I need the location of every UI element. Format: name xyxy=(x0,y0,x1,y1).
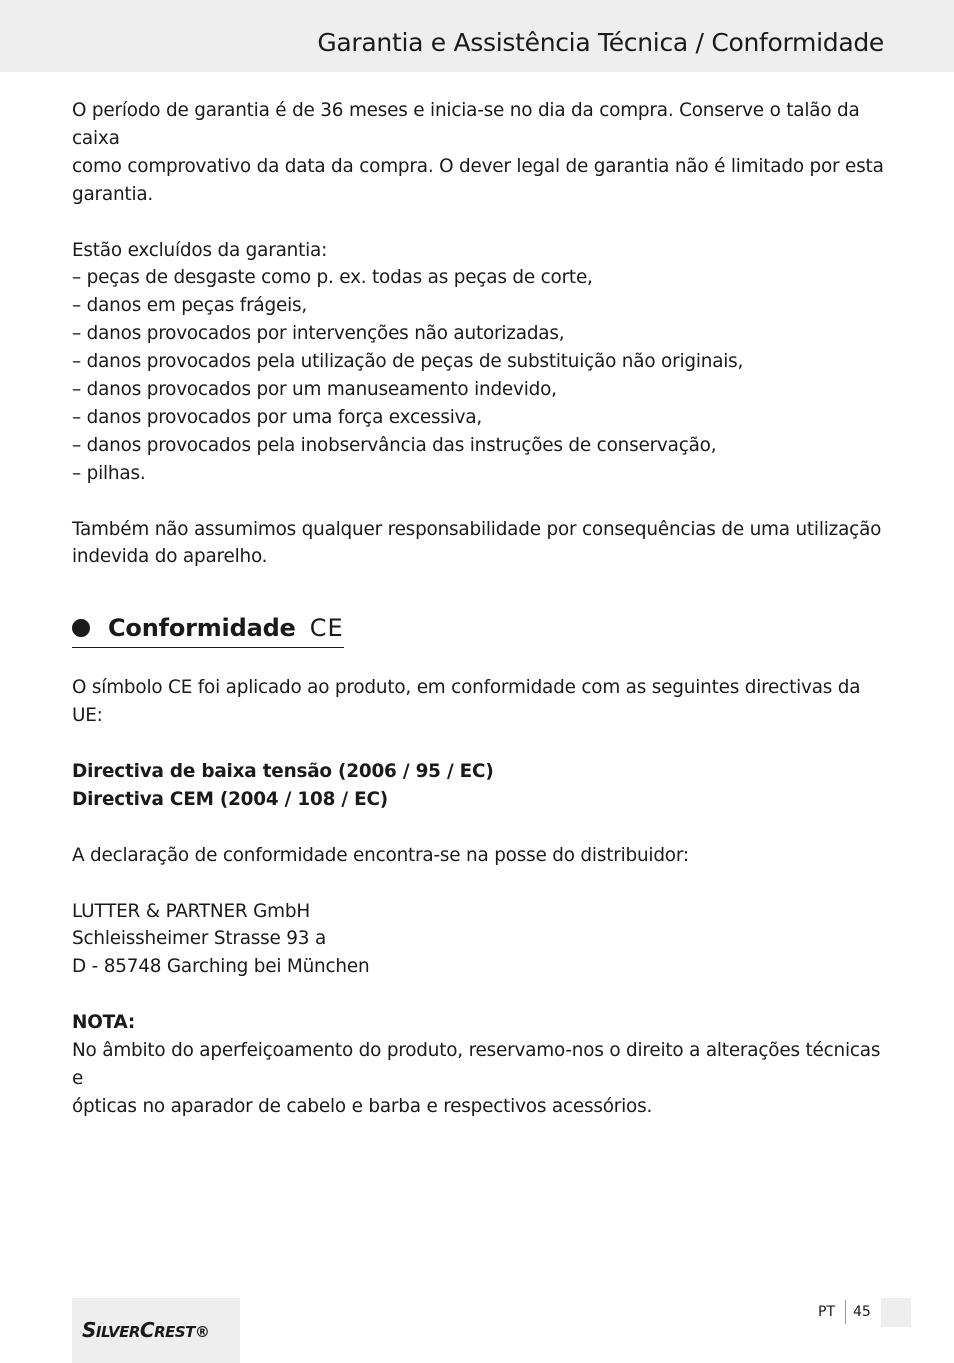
distributor-address xyxy=(72,898,892,982)
logo-letter: C xyxy=(139,1318,155,1342)
warranty-intro xyxy=(72,97,892,209)
conformity-intro: O símbolo CE foi aplicado ao produto, em conformidade com as seguintes directivas da UE: xyxy=(72,677,861,727)
declaration-text: A declaração de conformidade encontra-se na posse do distribuidor: xyxy=(72,844,689,866)
list-item: – danos provocados por intervenções não autorizadas, xyxy=(72,323,565,345)
logo-letter: S xyxy=(82,1318,96,1342)
page-number: 45 xyxy=(853,1304,871,1320)
note-line: ópticas no aparador de cabelo e barba e respectivos acessórios. xyxy=(72,1095,653,1117)
header-band xyxy=(0,0,954,72)
list-item: – danos provocados por um manuseamento indevido, xyxy=(72,379,557,401)
footer-divider xyxy=(845,1300,846,1324)
warranty-intro-line: O período de garantia é de 36 meses e inicia-se no dia da compra. Conserve o talão da caixa xyxy=(72,100,860,149)
directive-emc: Directiva CEM (2004 / 108 / EC) xyxy=(72,788,388,810)
address-line: Schleissheimer Strasse 93 a xyxy=(72,928,327,950)
list-item: – pilhas. xyxy=(72,462,146,484)
exclusions-title: Estão excluídos da garantia: xyxy=(72,239,328,261)
page-title: Garantia e Assistência Técnica / Conformidade xyxy=(317,28,884,57)
address-line: D - 85748 Garching bei München xyxy=(72,956,370,978)
bullet-icon xyxy=(72,619,90,637)
warranty-intro-line: garantia. xyxy=(72,183,154,205)
conformity-heading-text: Conformidade xyxy=(108,614,296,643)
list-item: – danos provocados por uma força excessiva, xyxy=(72,406,483,428)
liability-line: Também não assumimos qualquer responsabilidade por consequências de uma utilização xyxy=(72,518,882,540)
list-item: – danos provocados pela inobservância das instruções de conservação, xyxy=(72,434,717,456)
brand-logo xyxy=(72,1298,240,1363)
registered-mark: ® xyxy=(194,1323,210,1341)
ce-mark-icon: CE xyxy=(309,614,344,643)
directive-low-voltage: Directiva de baixa tensão (2006 / 95 / EC) xyxy=(72,761,494,783)
list-item: – danos provocados pela utilização de peças de substituição não originais, xyxy=(72,351,744,373)
note-line: No âmbito do aperfeiçoamento do produto, reservamo-nos o direito a alterações técnicas e xyxy=(72,1040,881,1089)
warranty-intro-line: como comprovativo da data da compra. O dever legal de garantia não é limitado por esta xyxy=(72,155,884,177)
liability-line: indevida do aparelho. xyxy=(72,546,268,568)
list-item: – danos em peças frágeis, xyxy=(72,295,308,317)
footer-tab xyxy=(881,1298,911,1327)
brand-logo-text xyxy=(82,1318,209,1342)
list-item: – peças de desgaste como p. ex. todas as peças de corte, xyxy=(72,267,593,289)
conformity-heading xyxy=(72,611,344,648)
language-code: PT xyxy=(818,1304,835,1320)
note-label: NOTA: xyxy=(72,1012,136,1034)
address-line: LUTTER & PARTNER GmbH xyxy=(72,900,311,922)
logo-letters: REST xyxy=(154,1323,195,1341)
exclusions-list xyxy=(72,264,892,487)
liability-paragraph xyxy=(72,516,892,572)
page-content xyxy=(72,97,892,1121)
logo-letters: ILVER xyxy=(95,1323,140,1341)
